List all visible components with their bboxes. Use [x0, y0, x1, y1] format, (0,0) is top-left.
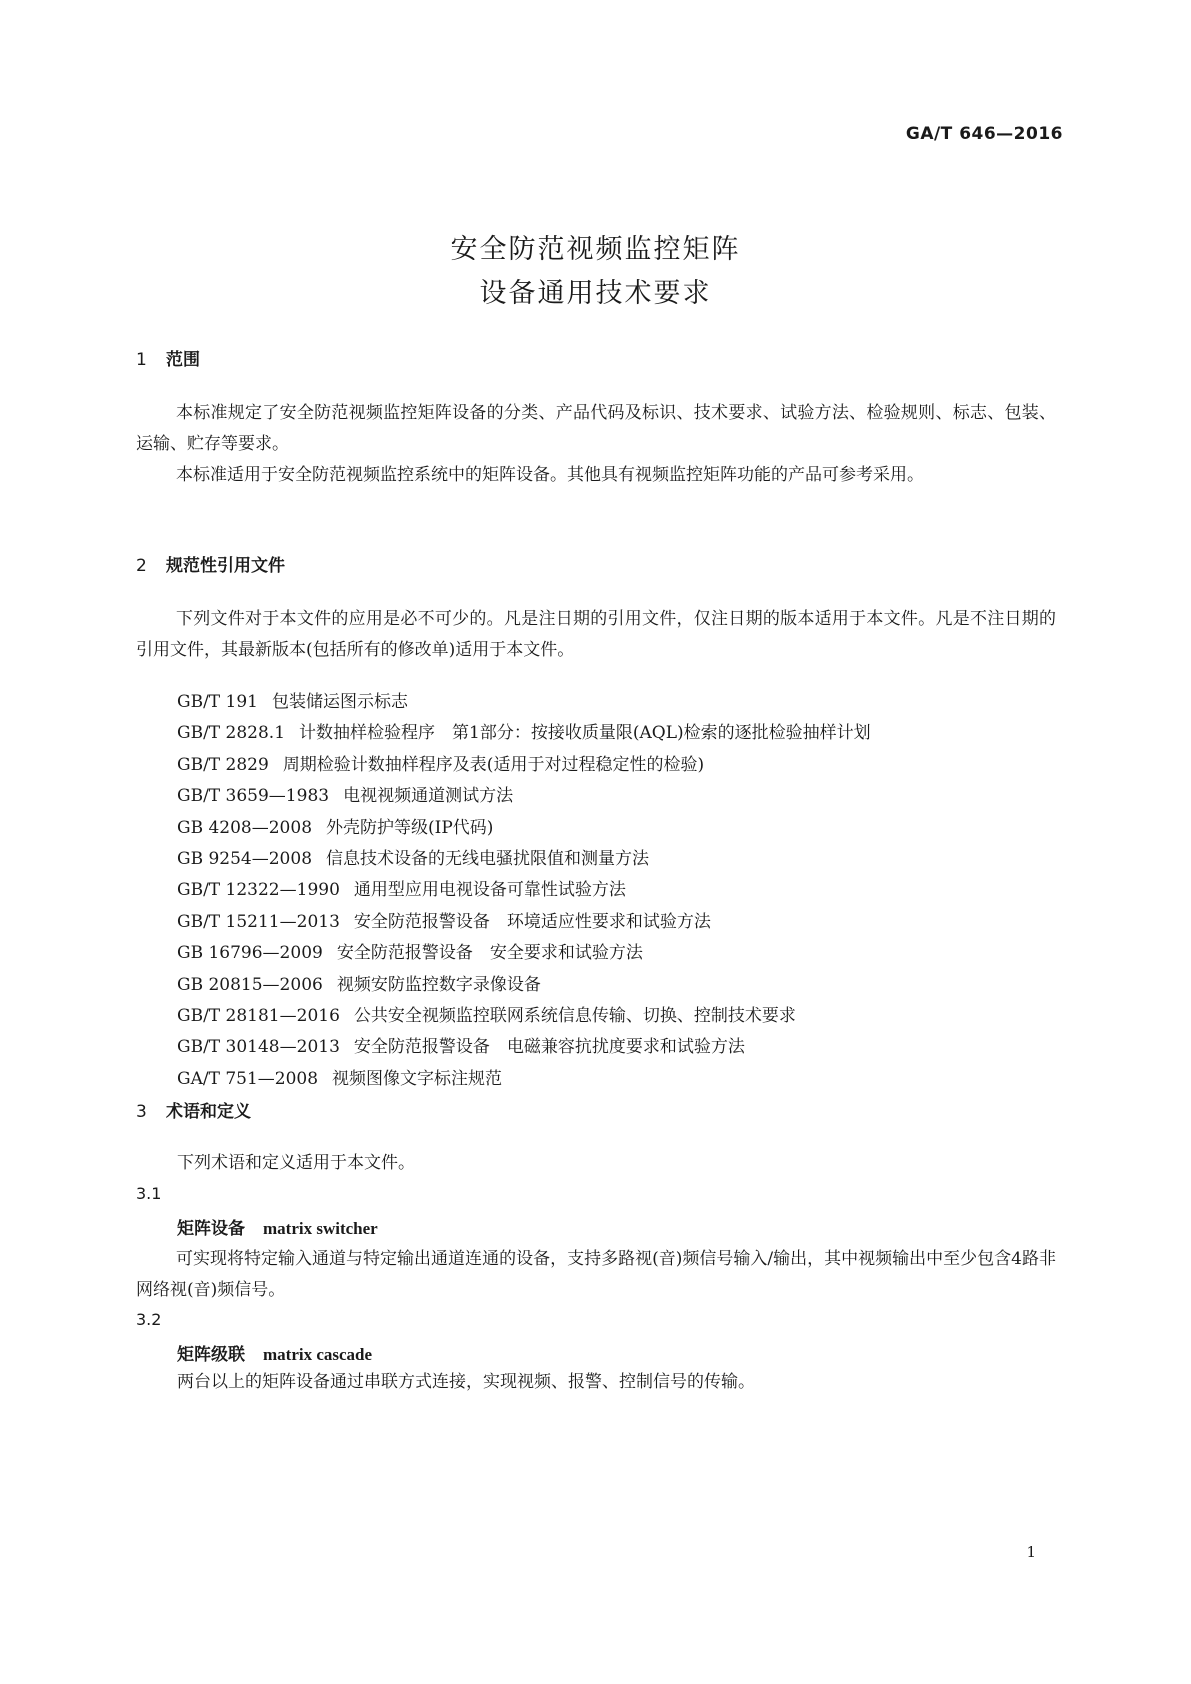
reference-code: GB/T 12322—1990	[177, 880, 340, 901]
term-number: 3.2	[136, 1310, 162, 1329]
reference-title: 包装储运图示标志	[272, 692, 408, 712]
section-3-heading	[136, 1097, 251, 1122]
reference-item	[177, 1001, 871, 1032]
reference-code: GB/T 28181—2016	[177, 1005, 340, 1026]
section-2-paragraph-1: 下列文件对于本文件的应用是必不可少的。凡是注日期的引用文件，仅注日期的版本适用于本文件。凡是不注日期的引用文件，其最新版本(包括所有的修改单)适用于本文件。	[136, 609, 1056, 660]
section-number: 3	[136, 1102, 147, 1122]
reference-code: GB 4208—2008	[177, 817, 313, 838]
document-title	[0, 228, 1191, 316]
section-title: 范围	[166, 350, 200, 370]
reference-code: GB/T 191	[177, 692, 258, 712]
section-2-heading	[136, 551, 285, 576]
title-line-2: 设备通用技术要求	[479, 278, 712, 309]
reference-code: GB/T 30148—2013	[177, 1037, 340, 1058]
reference-item	[177, 718, 871, 749]
section-1-paragraph-2: 本标准适用于安全防范视频监控系统中的矩阵设备。其他具有视频监控矩阵功能的产品可参考采用。	[176, 465, 924, 485]
reference-item	[177, 813, 871, 844]
reference-code: GB/T 2829	[177, 754, 269, 775]
reference-title: 信息技术设备的无线电骚扰限值和测量方法	[326, 848, 650, 869]
term-chinese: 矩阵级联	[177, 1345, 245, 1365]
reference-title: 视频安防监控数字录像设备	[336, 974, 541, 995]
reference-title: 外壳防护等级(IP代码)	[326, 817, 494, 838]
section-3-paragraph-1: 下列术语和定义适用于本文件。	[177, 1153, 415, 1173]
reference-title: 安全防范报警设备 环境适应性要求和试验方法	[353, 911, 711, 932]
term-name	[177, 1214, 378, 1239]
term-english: matrix cascade	[263, 1345, 373, 1364]
term-english: matrix switcher	[263, 1219, 378, 1238]
section-number: 1	[136, 350, 147, 370]
reference-item	[177, 970, 871, 1001]
reference-item	[177, 781, 871, 812]
term-name	[177, 1340, 372, 1365]
reference-list	[177, 687, 871, 1095]
standard-code: GA/T 646—2016	[905, 124, 1063, 144]
reference-code: GA/T 751—2008	[177, 1068, 319, 1089]
reference-title: 视频图像文字标注规范	[332, 1068, 503, 1089]
reference-item	[177, 1064, 871, 1095]
section-title: 规范性引用文件	[166, 556, 285, 576]
term-chinese: 矩阵设备	[177, 1219, 245, 1239]
reference-item	[177, 844, 871, 875]
reference-item	[177, 938, 871, 969]
reference-code: GB/T 15211—2013	[177, 911, 340, 932]
reference-item	[177, 750, 871, 781]
term-definition: 可实现将特定输入通道与特定输出通道连通的设备，支持多路视(音)频信号输入/输出，其中视频输出中至少包含4路非网络视(音)频信号。	[136, 1249, 1056, 1300]
page-number: 1	[1026, 1543, 1036, 1561]
section-title: 术语和定义	[166, 1102, 251, 1122]
term-definition: 两台以上的矩阵设备通过串联方式连接，实现视频、报警、控制信号的传输。	[177, 1372, 755, 1392]
reference-title: 安全防范报警设备 电磁兼容抗扰度要求和试验方法	[353, 1037, 745, 1058]
reference-code: GB/T 2828.1	[177, 723, 286, 744]
section-1-paragraph-1: 本标准规定了安全防范视频监控矩阵设备的分类、产品代码及标识、技术要求、试验方法、检验规则、标志、包装、运输、贮存等要求。	[136, 403, 1056, 454]
reference-title: 安全防范报警设备 安全要求和试验方法	[336, 943, 643, 964]
reference-item	[177, 687, 871, 718]
section-1-heading	[136, 345, 200, 370]
term-number: 3.1	[136, 1184, 162, 1203]
reference-code: GB 9254—2008	[177, 848, 313, 869]
title-line-1: 安全防范视频监控矩阵	[450, 234, 741, 265]
reference-item	[177, 907, 871, 938]
reference-item	[177, 1032, 871, 1063]
reference-title: 公共安全视频监控联网系统信息传输、切换、控制技术要求	[353, 1005, 796, 1026]
reference-code: GB 16796—2009	[177, 943, 323, 964]
section-number: 2	[136, 556, 147, 576]
reference-code: GB 20815—2006	[177, 974, 323, 995]
reference-title: 通用型应用电视设备可靠性试验方法	[353, 880, 626, 901]
reference-title: 计数抽样检验程序 第1部分：按接收质量限(AQL)检索的逐批检验抽样计划	[299, 723, 871, 744]
reference-code: GB/T 3659—1983	[177, 786, 330, 807]
reference-title: 周期检验计数抽样程序及表(适用于对过程稳定性的检验)	[282, 754, 705, 775]
reference-item	[177, 875, 871, 906]
reference-title: 电视视频通道测试方法	[343, 786, 514, 807]
